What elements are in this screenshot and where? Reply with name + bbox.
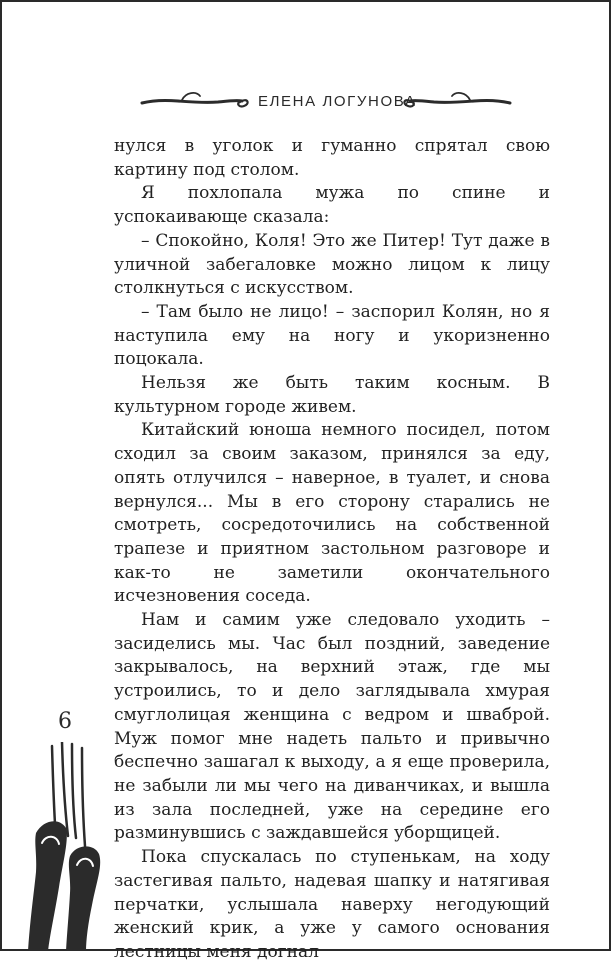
cat-paw-claws-icon [28,742,110,951]
paragraph: нулся в уголок и гуманно спрятал свою картину под столом. [114,136,550,180]
paragraph: Пока спускалась по ступенькам, на ходу застегивая пальто, надевая шапку и натягивая перчатки, услышала наверху негодующий женский крик, а уже у самого основания лестницы меня догнал [114,847,550,962]
paragraph: Китайский юноша немного посидел, потом сходил за своим заказом, принялся за еду, опять отлучился – наверное, в туалет, и снова вернулся... Мы в его сторону старались не смотреть, сосредоточились на собственной трапезе и приятном застольном разговоре и как-то не заметили окончательного исчезновения соседа. [114,420,550,607]
flourish-right-icon [402,90,512,114]
flourish-left-icon [140,90,250,114]
paragraph: Я похлопала мужа по спине и успокаивающе сказала: [114,183,550,228]
page-number: 6 [58,709,72,734]
author-name: ЕЛЕНА ЛОГУНОВА [258,93,417,110]
paragraph: – Там было не лицо! – заспорил Колян, но я наступила ему на ногу и укоризненно поцокала. [114,301,550,370]
paragraph: – Спокойно, Коля! Это же Питер! Тут даже в уличной забегаловке можно лицом к лицу столкнуться с искусством. [114,230,550,299]
page-body [114,135,550,965]
paragraph: Нельзя же быть таким косным. В культурном городе живем. [114,373,550,417]
paragraph: Нам и самим уже следовало уходить – засиделись мы. Час был поздний, заведение закрывалось, на верхний этаж, где мы устроились, то и дело заглядывала хмурая смуглолицая женщина с ведром и шваброй. Муж помог мне надеть пальто и привычно беспечно зашагал к выходу, а я еще проверила, не забыли ли мы чего на диванчиках, и вышла из зала последней, уже на середине его разминувшись с заждавшейся уборщицей. [114,610,550,844]
running-header [140,90,512,114]
